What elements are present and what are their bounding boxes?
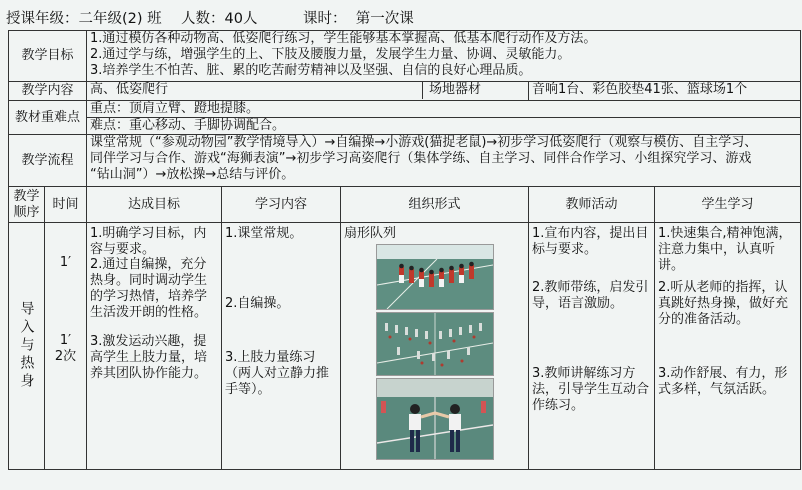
col-time: 时间 [45,187,87,223]
partner-push-photo [376,378,494,460]
col-student: 学生学习 [655,187,801,223]
teacher-1: 1.宣布内容，提出目标与要求。 [532,226,649,257]
goal-line: 1.通过模仿各种动物高、低姿爬行练习，学生能够基本掌握高、低基本爬行动作及方法。 [90,31,597,46]
teacher-2: 2.教师带练，启发引导，语言激励。 [532,280,649,311]
grade-label: 授课年级： [6,10,79,27]
content-cell [87,82,529,101]
time-2-count: 2次 [54,349,77,364]
col-study: 学习内容 [222,187,341,223]
grade-value: 二年级(2) 班 [78,10,162,27]
stage-name-cell [9,223,45,470]
stage-name: 导入与热身 [18,301,35,391]
stage-row [9,223,801,470]
lesson-number [303,7,503,28]
col-teacher: 教师活动 [529,187,655,223]
stage-teacher [529,223,655,470]
goals-row [9,31,801,82]
content-value: 高、低姿爬行 [90,82,169,97]
org-label: 扇形队列 [344,226,397,241]
stage-organization [341,223,529,470]
count-value: 40人 [224,10,258,27]
stage-time-cell [45,223,87,470]
study-3: 3.上肢力量练习（两人对立静力推手等）。 [225,350,330,397]
lesson-plan-table [8,30,801,470]
goal-line: 3.培养学生不怕苦、脏、累的吃苦耐劳精神以及坚强、自信的良好心理品质。 [90,63,532,78]
flow-row [9,135,801,187]
column-header-row [9,187,801,223]
equipment-label: 场地器材 [422,81,507,99]
count-label: 人数： [181,10,225,27]
student-2: 2.听从老师的指挥，认真跳好热身操，做好充分的准备活动。 [658,280,789,327]
goals-label: 教学目标 [9,31,87,82]
teacher-3: 3.教师讲解练习方法，引导学生互动合作练习。 [532,366,650,413]
fan-formation-photo [376,244,494,310]
keypoints-label: 教材重难点 [9,101,87,135]
flow-line: 课堂常规（“参观动物园”教学情境导入）→自编操→小游戏(猫捉老鼠)→初步学习低姿爬行（观察与模仿、自主学习、 [90,135,758,150]
col-target: 达成目标 [87,187,222,223]
student-count [181,7,303,28]
equipment-value: 音响1台、彩色胶垫41张、篮球场1个 [529,82,801,101]
content-label: 教学内容 [9,82,87,101]
flow-content [87,135,801,187]
student-1: 1.快速集合,精神饱满，注意力集中，认真听讲。 [658,226,792,273]
lesson-label: 课时： [303,10,347,27]
study-1: 1.课堂常规。 [225,226,303,241]
goal-line: 2.通过学与练，增强学生的上、下肢及腰腹力量，发展学生力量、协调、灵敏能力。 [90,47,571,62]
grade-info [6,7,181,28]
flow-line: “钻山洞”）→放松操→总结与评价。 [90,167,295,182]
flow-line: 同伴学习与合作、游戏“海狮表演”→初步学习高姿爬行（集体学练、自主学习、同伴合作学习、小组探究学习、游戏 [90,151,752,166]
difficulty-text: 难点：重心移动、手脚协调配合。 [87,118,801,135]
stage-student [655,223,801,470]
stage-study [222,223,341,470]
target-1: 1.明确学习目标，内容与要求。 [90,226,207,257]
lesson-value: 第一次课 [355,10,414,27]
difficulty-row [9,118,801,135]
time-2: 1′ [59,333,72,348]
group-exercise-photo [376,312,494,376]
keypoint-row [9,101,801,118]
study-2: 2.自编操。 [225,296,290,311]
keypoint-text: 重点：顶肩立臂、蹬地提膝。 [87,101,801,118]
goals-content [87,31,801,82]
stage-targets [87,223,222,470]
content-row [9,82,801,101]
flow-label: 教学流程 [9,135,87,187]
lesson-header [6,6,802,28]
time-1: 1′ [59,255,72,270]
col-order: 教学顺序 [9,187,45,223]
target-2: 2.通过自编操，充分热身。同时调动学生的学习热情，培养学生活泼开朗的性格。 [90,257,208,320]
student-3: 3.动作舒展、有力，形式多样，气氛活跃。 [658,366,788,397]
target-3: 3.激发运动兴趣，提高学生上肢力量，培养其团队协作能力。 [90,334,208,381]
col-organization: 组织形式 [341,187,529,223]
